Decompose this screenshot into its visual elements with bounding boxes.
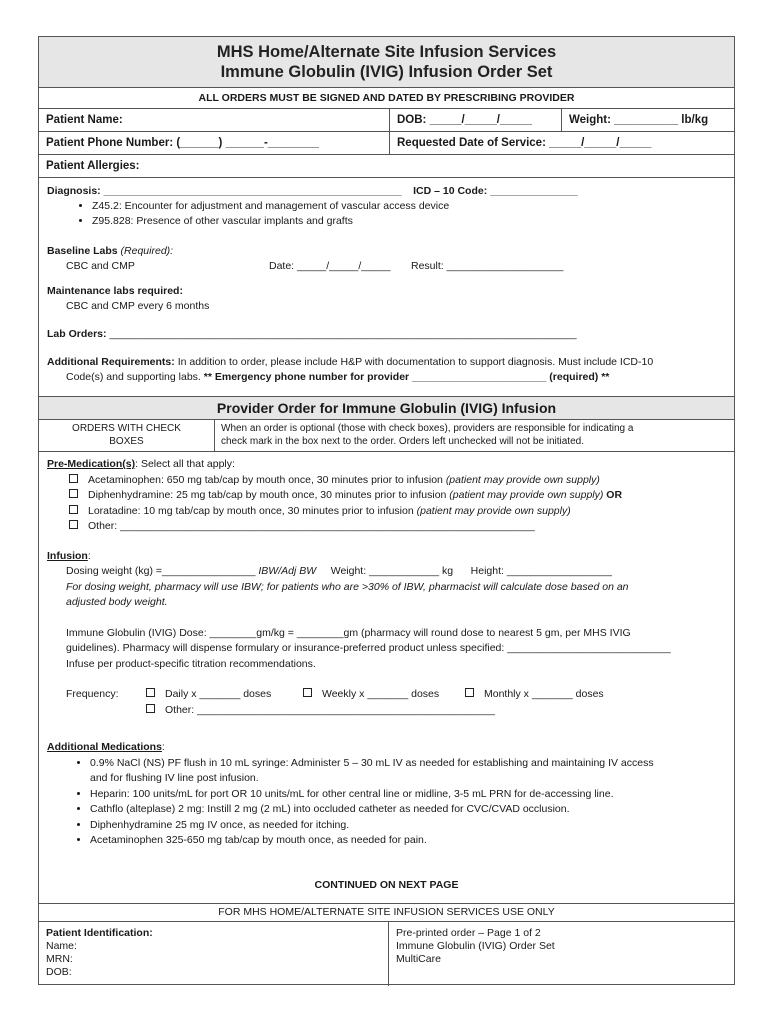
ivig-dose-product[interactable]: guidelines). Pharmacy will dispense formulary or insurance-preferred product unless specified: ____________________________: [66, 642, 671, 654]
form-header: [39, 37, 734, 88]
weight-kg-field[interactable]: Weight: ____________ kg: [330, 565, 454, 577]
diagnosis-item: • Z95.828: Presence of other vascular implants and grafts: [92, 214, 726, 229]
checkbox[interactable]: [69, 489, 78, 498]
titration-note: Infuse per product-specific titration recommendations.: [66, 657, 316, 670]
orders-label-line: BOXES: [109, 436, 144, 447]
medication-item: • Cathflo (alteplase) 2 mg: Instill 2 mg (2 mL) into occluded catheter as needed for CVC/CVAD occlusion.: [90, 802, 726, 818]
patient-id-label: Patient Identification:: [46, 927, 153, 939]
medication-item: • Diphenhydramine 25 mg IV once, as needed for itching.: [90, 818, 726, 834]
baseline-labs-required: (Required):: [120, 245, 174, 257]
diagnosis-item: • Z45.2: Encounter for adjustment and management of vascular access device: [92, 199, 726, 214]
daily-option[interactable]: Daily x _______ doses: [165, 688, 272, 700]
medication-item: • Heparin: 100 units/mL for port OR 10 units/mL for other central line or midline, 3-5 mL PRN for de-accessing line.: [90, 787, 726, 803]
baseline-labs-label: Baseline Labs: [47, 245, 118, 257]
infusion-label: Infusion: [47, 549, 88, 562]
baseline-labs-result[interactable]: Result: ____________________: [411, 260, 564, 272]
continued-notice: CONTINUED ON NEXT PAGE: [314, 879, 459, 891]
dosing-weight-field[interactable]: Dosing weight (kg) =________________: [66, 565, 256, 577]
order-form: [38, 36, 735, 985]
icd-code-field[interactable]: ICD – 10 Code: _______________: [413, 185, 578, 197]
additional-medications-label: Additional Medications: [47, 741, 162, 753]
provider-order-title: Provider Order for Immune Globulin (IVIG) Infusion: [39, 397, 734, 420]
orders-label-line: ORDERS WITH CHECK: [72, 423, 181, 434]
footer-mrn: MRN:: [46, 953, 73, 965]
premed-other-field[interactable]: Other: _______________________________________________________________________: [88, 520, 535, 532]
checkbox-instructions: [39, 420, 734, 452]
frequency-other-field[interactable]: Other: ___________________________________________________: [165, 703, 495, 716]
infusion-colon: :: [87, 549, 91, 562]
organization-name: MultiCare: [396, 953, 441, 965]
lab-orders-label: Lab Orders:: [47, 328, 107, 340]
dosing-note: For dosing weight, pharmacy will use IBW; for patients who are >30% of IBW, pharmacist will calculate dose based on an: [66, 580, 629, 593]
diagnosis-list: [47, 199, 726, 229]
footer-box: [39, 903, 734, 986]
medication-text: 0.9% NaCl (NS) PF flush in 10 mL syringe: Administer 5 – 30 mL IV as needed for establishing and maintaining IV access: [90, 756, 654, 769]
allergies-row: [39, 155, 734, 178]
medication-item: [90, 756, 726, 787]
diagnosis-section: [39, 178, 734, 397]
premed-text: Acetaminophen: 650 mg tab/cap by mouth once, 30 minutes prior to infusion: [88, 473, 443, 486]
frequency-row: [47, 687, 726, 703]
page-indicator: Pre-printed order – Page 1 of 2: [396, 927, 541, 939]
lab-orders-line[interactable]: ________________________________________________________________________________: [109, 328, 577, 340]
baseline-labs-tests: CBC and CMP: [66, 260, 135, 272]
additional-requirements-text-2: Code(s) and supporting labs.: [66, 371, 201, 383]
checkbox[interactable]: [146, 704, 155, 713]
premed-text: Diphenhydramine: 25 mg tab/cap by mouth once, 30 minutes prior to infusion: [88, 489, 447, 501]
premed-option: [47, 473, 726, 489]
signature-notice: ALL ORDERS MUST BE SIGNED AND DATED BY PRESCRIBING PROVIDER: [39, 88, 734, 109]
patient-name-field[interactable]: Patient Name:: [46, 114, 123, 126]
footer-dob: DOB:: [46, 966, 72, 978]
baseline-labs-date[interactable]: Date: _____/_____/_____: [269, 260, 391, 272]
checkbox[interactable]: [303, 688, 312, 697]
premed-note: (patient may provide own supply): [416, 504, 571, 517]
checkbox-instruction-text: [214, 420, 734, 451]
form-info: [388, 922, 734, 986]
frequency-label: Frequency:: [66, 688, 119, 700]
additional-medications-list: [47, 756, 726, 849]
form-title: MHS Home/Alternate Site Infusion Services: [216, 43, 557, 61]
additional-requirements-text: In addition to order, please include H&P with documentation to support diagnosis. Must include ICD-10: [177, 356, 654, 368]
footer-name: Name:: [46, 940, 77, 952]
premedication-select: : Select all that apply:: [135, 458, 235, 470]
order-set-name: Immune Globulin (IVIG) Order Set: [396, 940, 555, 952]
additional-requirements-label: Additional Requirements:: [47, 356, 175, 368]
footer-body: [39, 922, 734, 986]
weight-field[interactable]: Weight: __________ lb/kg: [561, 109, 734, 131]
premed-option: [47, 488, 726, 504]
dosing-note-2: adjusted body weight.: [66, 596, 168, 608]
requested-date-field[interactable]: Requested Date of Service: _____/_____/_____: [389, 132, 734, 154]
ivig-dose-field[interactable]: Immune Globulin (IVIG) Dose: ________gm/kg = ________gm (pharmacy will round dose to nearest 5 gm, per MHS IVIG: [66, 626, 631, 639]
allergies-field[interactable]: Patient Allergies:: [46, 160, 140, 172]
orders-with-check-boxes: [39, 420, 214, 451]
emergency-phone-field[interactable]: ** Emergency phone number for provider _______________________ (required) **: [203, 371, 610, 383]
ibw-label: IBW/Adj BW: [258, 565, 317, 577]
maintenance-labs-label: Maintenance labs required:: [47, 285, 183, 297]
order-body: [39, 452, 734, 849]
patient-identification: [39, 922, 388, 986]
patient-name-row: [39, 109, 734, 132]
frequency-other-row: [47, 703, 726, 719]
premed-text: Loratadine: 10 mg tab/cap by mouth once, 30 minutes prior to infusion: [88, 504, 414, 517]
dob-field[interactable]: DOB: _____/_____/_____: [389, 109, 561, 131]
phone-field[interactable]: Patient Phone Number: (______) ______-________: [46, 137, 319, 149]
instruction-line: check mark in the box next to the order. Orders left unchecked will not be initiated.: [221, 436, 584, 447]
instruction-line: When an order is optional (those with check boxes), providers are responsible for indicating a: [221, 423, 634, 434]
use-only-header: FOR MHS HOME/ALTERNATE SITE INFUSION SERVICES USE ONLY: [39, 904, 734, 922]
medication-item: • Acetaminophen 325-650 mg tab/cap by mouth once, as needed for pain.: [90, 833, 726, 849]
medication-text-cont: and for flushing IV line post infusion.: [90, 772, 259, 784]
monthly-option[interactable]: Monthly x _______ doses: [484, 688, 604, 700]
form-subtitle: Immune Globulin (IVIG) Infusion Order Set: [220, 63, 553, 81]
patient-phone-row: [39, 132, 734, 155]
maintenance-labs-text: CBC and CMP every 6 months: [66, 300, 210, 312]
premed-note: (patient may provide own supply): [445, 473, 600, 486]
premed-or: OR: [606, 489, 623, 501]
checkbox[interactable]: [69, 505, 78, 514]
checkbox[interactable]: [69, 474, 78, 483]
premed-option: [47, 519, 726, 535]
premed-option: [47, 504, 726, 520]
diagnosis-label[interactable]: Diagnosis: ___________________________________________________: [47, 185, 402, 197]
additional-medications-colon: :: [161, 741, 165, 753]
premedication-label: Pre-Medication(s): [47, 458, 136, 470]
weekly-option[interactable]: Weekly x _______ doses: [322, 688, 440, 700]
checkbox[interactable]: [465, 688, 474, 697]
checkbox[interactable]: [146, 688, 155, 697]
height-field[interactable]: Height: __________________: [470, 565, 612, 577]
checkbox[interactable]: [69, 520, 78, 529]
premed-note: (patient may provide own supply): [449, 489, 604, 501]
